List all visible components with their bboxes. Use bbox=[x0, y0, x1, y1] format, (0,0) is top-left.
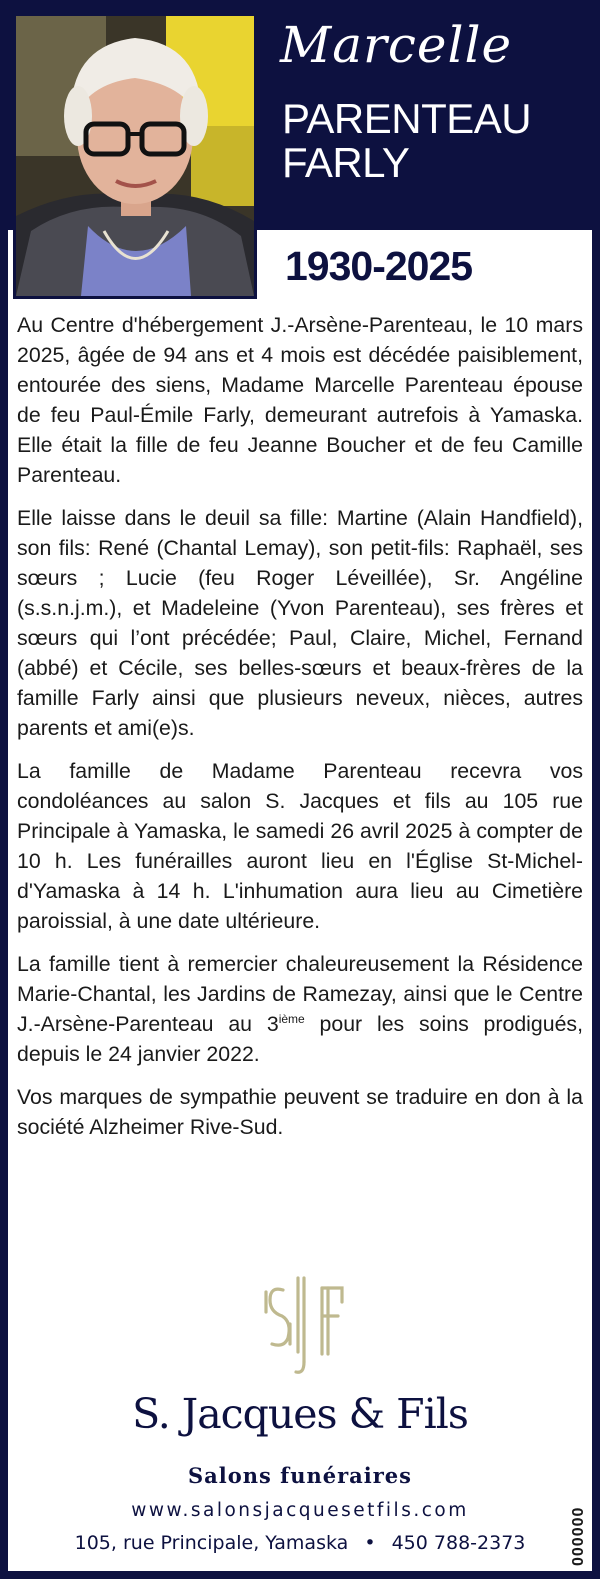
obituary-text bbox=[17, 310, 583, 1155]
paragraph-death: Au Centre d'hébergement J.-Arsène-Parenteau, le 10 mars 2025, âgée de 94 ans et 4 mois est décédée paisiblement, entourée des siens, Madame Marcelle Parenteau épouse de feu Paul-Émile Farly, demeurant autrefois à Yamaska. Elle était la fille de feu Jeanne Boucher et de feu Camille Parenteau. bbox=[17, 313, 583, 487]
portrait-illustration bbox=[16, 16, 254, 296]
company-name: S. Jacques & Fils bbox=[132, 1390, 468, 1438]
company-phone[interactable]: 450 788-2373 bbox=[391, 1532, 526, 1554]
last-name-line-2: FARLY bbox=[282, 139, 410, 186]
company-contact bbox=[0, 1532, 600, 1554]
thanks-text-end: pour les soins prodigués, depuis le 24 janvier 2022. bbox=[17, 1012, 583, 1066]
reference-code bbox=[566, 1488, 590, 1568]
separator-dot: • bbox=[364, 1532, 376, 1554]
company-subtitle: Salons funéraires bbox=[188, 1463, 412, 1488]
last-name bbox=[282, 97, 531, 185]
company-address: 105, rue Principale, Yamaska bbox=[74, 1532, 349, 1554]
paragraph-thanks bbox=[17, 949, 583, 1069]
paragraph-visitation: La famille de Madame Parenteau recevra vos condoléances au salon S. Jacques et fils au 105 rue Principale à Yamaska, le samedi 26 avril 2025 à compter de 10 h. Les funérailles auront lieu en l'Église St-Michel-d'Yamaska à 14 h. L'inhumation aura lieu au Cimetière paroissial, à une date ultérieure. bbox=[17, 759, 583, 933]
bottom-border bbox=[0, 1571, 600, 1579]
paragraph-donation: Vos marques de sympathie peuvent se traduire en don à la société Alzheimer Rive-Sud. bbox=[17, 1085, 583, 1139]
reference-code-text: 000000 bbox=[570, 1506, 587, 1566]
last-name-line-1: PARENTEAU bbox=[282, 95, 532, 142]
left-border bbox=[0, 0, 8, 1579]
portrait-photo bbox=[13, 13, 257, 299]
first-name: Marcelle bbox=[280, 16, 513, 74]
right-border bbox=[592, 0, 600, 1579]
life-years: 1930-2025 bbox=[285, 243, 473, 289]
paragraph-family: Elle laisse dans le deuil sa fille: Martine (Alain Handfield), son fils: René (Chantal Lemay), son petit-fils: Raphaël, ses sœurs ; Lucie (feu Roger Léveillée), Sr. Angéline (s.s.n.j.m.), et Madeleine (Yvon Parenteau), ses frères et sœurs qui l’ont précédée; Paul, Claire, Michel, Fernand (abbé) et Cécile, ses belles-sœurs et beaux-frères de la famille Farly ainsi que plusieurs neveux, nièces, autres parents et ami(e)s. bbox=[17, 506, 583, 740]
ordinal-suffix: ième bbox=[278, 1011, 305, 1026]
sjf-monogram-icon bbox=[260, 1272, 348, 1380]
thanks-text-start: La famille tient à remercier chaleureusement la Résidence Marie-Chantal, les Jardins de Ramezay, ainsi que le Centre J.-Arsène-Parenteau au 3 bbox=[17, 952, 583, 1036]
company-website[interactable]: www.salonsjacquesetfils.com bbox=[131, 1500, 469, 1521]
